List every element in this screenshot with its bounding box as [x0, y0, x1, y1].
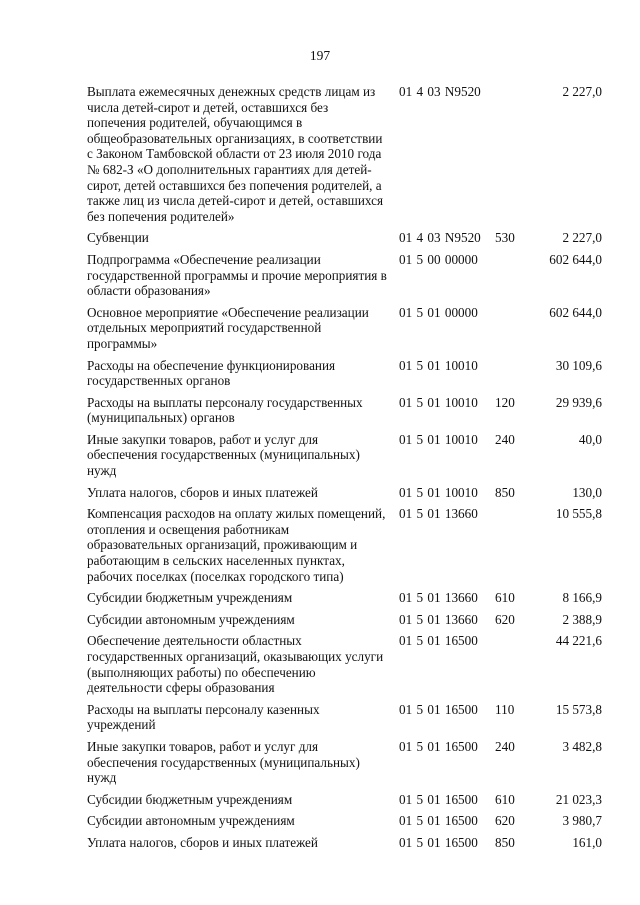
row-amount: 8 166,9 — [562, 590, 602, 606]
row-expense-type: 240 — [495, 431, 515, 447]
row-expense-type: 240 — [495, 738, 515, 754]
row-expense-type: 850 — [495, 484, 515, 500]
row-amount: 30 109,6 — [555, 357, 602, 373]
row-expense-type: 610 — [495, 791, 515, 807]
table-row — [87, 305, 602, 352]
table-row — [87, 813, 602, 829]
row-code: 01 5 01 16500 — [399, 633, 478, 649]
row-name: Уплата налогов, сборов и иных платежей — [87, 834, 318, 850]
row-expense-type: 530 — [495, 230, 515, 246]
row-name: Уплата налогов, сборов и иных платежей — [87, 484, 318, 500]
row-name: Иные закупки товаров, работ и услуг для обеспечения государственных (муниципальных) нужд — [87, 738, 360, 786]
row-name: Подпрограмма «Обеспечение реализации государственной программы и прочие мероприятия в области образования» — [87, 251, 387, 299]
row-amount: 21 023,3 — [555, 791, 602, 807]
row-name: Расходы на обеспечение функционирования государственных органов — [87, 357, 336, 389]
row-name: Субвенции — [87, 230, 149, 246]
table-row — [87, 432, 602, 479]
budget-table — [87, 84, 602, 857]
table-row — [87, 230, 602, 246]
table-row — [87, 252, 602, 299]
table-row — [87, 792, 602, 808]
page-number: 197 — [309, 48, 331, 63]
row-name: Субсидии автономным учреждениям — [87, 813, 295, 829]
row-name: Субсидии бюджетным учреждениям — [87, 590, 293, 606]
row-code: 01 5 01 13660 — [399, 611, 478, 627]
table-row — [87, 590, 602, 606]
row-amount: 15 573,8 — [555, 701, 602, 717]
row-name: Субсидии автономным учреждениям — [87, 611, 295, 627]
table-row — [87, 739, 602, 786]
row-amount: 130,0 — [572, 484, 602, 500]
row-name: Иные закупки товаров, работ и услуг для обеспечения государственных (муниципальных) нужд — [87, 431, 360, 479]
row-amount: 2 227,0 — [562, 230, 602, 246]
table-row — [87, 485, 602, 501]
table-row — [87, 84, 602, 224]
row-name: Расходы на выплаты персоналу государственных (муниципальных) органов — [87, 394, 363, 426]
row-name: Компенсация расходов на оплату жилых помещений, отопления и освещения работникам образовательных организаций, проживающим и работающим в сельских населенных пунктах, рабочих поселках (поселках городского типа) — [87, 506, 386, 584]
row-name: Субсидии бюджетным учреждениям — [87, 791, 293, 807]
table-row — [87, 358, 602, 389]
row-code: 01 5 01 13660 — [399, 506, 478, 522]
row-code: 01 5 01 13660 — [399, 590, 478, 606]
table-row — [87, 506, 602, 584]
row-expense-type: 110 — [495, 701, 515, 717]
row-code: 01 5 01 16500 — [399, 738, 478, 754]
table-row — [87, 702, 602, 733]
row-expense-type: 610 — [495, 590, 515, 606]
row-code: 01 5 01 10010 — [399, 431, 478, 447]
table-row — [87, 612, 602, 628]
row-code: 01 5 01 16500 — [399, 701, 478, 717]
row-amount: 44 221,6 — [555, 633, 602, 649]
row-amount: 3 980,7 — [562, 813, 602, 829]
row-code: 01 4 03 N9520 — [399, 84, 481, 99]
table-row — [87, 633, 602, 695]
row-amount: 10 555,8 — [555, 506, 602, 522]
row-code: 01 5 01 00000 — [399, 304, 478, 320]
row-code: 01 5 01 10010 — [399, 394, 478, 410]
row-code: 01 5 01 10010 — [399, 357, 478, 373]
row-amount: 2 388,9 — [562, 611, 602, 627]
row-name: Расходы на выплаты персоналу казенных учреждений — [87, 701, 320, 733]
row-amount: 2 227,0 — [562, 84, 602, 99]
row-amount: 602 644,0 — [549, 304, 602, 320]
row-amount: 602 644,0 — [549, 251, 602, 267]
row-amount: 161,0 — [572, 834, 602, 850]
row-amount: 40,0 — [578, 431, 602, 447]
row-code: 01 5 01 16500 — [399, 813, 478, 829]
row-amount: 29 939,6 — [555, 394, 602, 410]
table-row — [87, 835, 602, 851]
row-code: 01 5 01 16500 — [399, 791, 478, 807]
row-name: Основное мероприятие «Обеспечение реализации отдельных мероприятий государственной программы» — [87, 304, 369, 351]
row-name: Обеспечение деятельности областных государственных организаций, оказывающих услуги (выполняющих работы) по обеспечению деятельности сферы образования — [87, 633, 384, 696]
row-code: 01 5 01 16500 — [399, 834, 478, 850]
row-code: 01 5 00 00000 — [399, 251, 478, 267]
row-amount: 3 482,8 — [562, 738, 602, 754]
table-row — [87, 395, 602, 426]
row-code: 01 4 03 N9520 — [399, 230, 481, 246]
row-name: Выплата ежемесячных денежных средств лицам из числа детей-сирот и детей, оставшихся без попечения родителей, обучающимся в общеобразовательных организациях, в соответствии с Законом Тамбовской области от 23 июля 2010 года № 682-З «О дополнительных гарантиях для детей-сирот, детей оставшихся без попечения родителей, а также лиц из числа детей-сирот и детей, оставшихся без попечения родителей» — [87, 84, 384, 224]
row-expense-type: 120 — [495, 394, 515, 410]
row-expense-type: 620 — [495, 813, 515, 829]
row-expense-type: 620 — [495, 611, 515, 627]
row-code: 01 5 01 10010 — [399, 484, 478, 500]
row-expense-type: 850 — [495, 834, 515, 850]
